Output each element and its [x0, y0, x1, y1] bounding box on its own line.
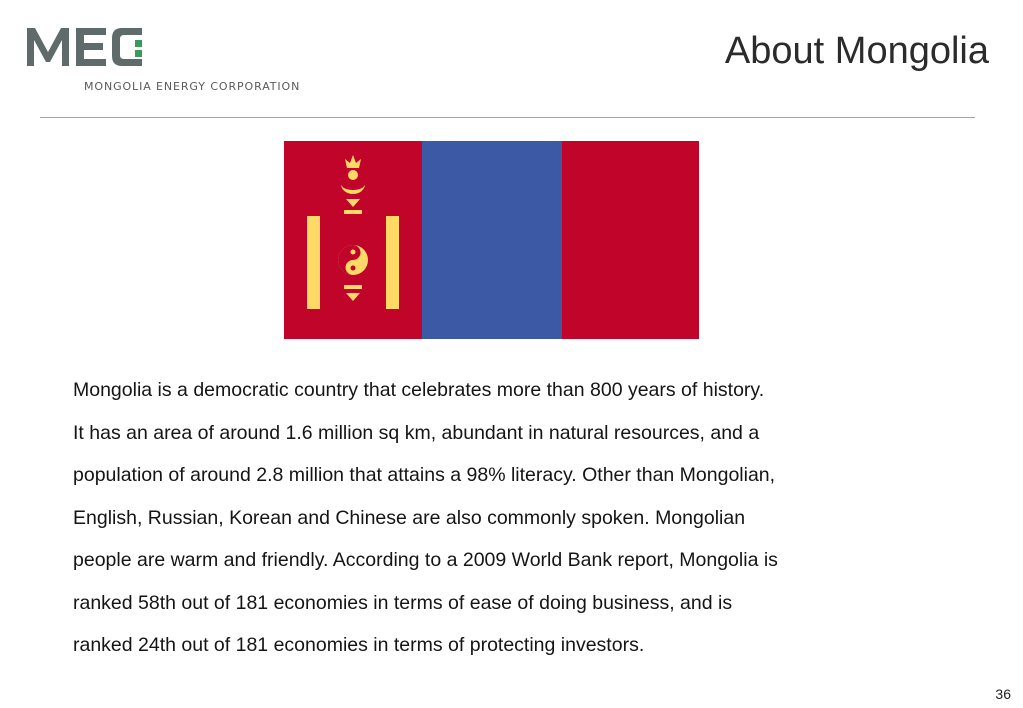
paragraph-line: English, Russian, Korean and Chinese are also commonly spoken. Mongolian: [73, 506, 746, 529]
paragraph-line: It has an area of around 1.6 million sq km, abundant in natural resources, and a: [73, 421, 760, 444]
page-number: 36: [995, 686, 1011, 702]
logo-green-dot-top: [135, 40, 142, 47]
logo-letter-m: [27, 28, 69, 66]
paragraph-line: people are warm and friendly. According to a 2009 World Bank report, Mongolia is: [73, 549, 778, 571]
header-divider: [40, 117, 975, 118]
logo-subtitle: MONGOLIA ENERGY CORPORATION: [84, 80, 301, 93]
about-mongolia-paragraph: [73, 369, 973, 667]
company-logo: [24, 22, 324, 96]
logo-green-dot-bottom: [135, 50, 142, 57]
logo-letter-e: [76, 28, 106, 66]
paragraph-line: ranked 24th out of 181 economies in terms of protecting investors.: [73, 634, 645, 656]
paragraph-line: Mongolia is a democratic country that celebrates more than 800 years of history.: [73, 379, 765, 401]
flag-right-red-band: [562, 141, 699, 339]
paragraph-line: population of around 2.8 million that attains a 98% literacy. Other than Mongolian,: [73, 464, 776, 486]
page-title: About Mongolia: [724, 30, 989, 72]
flag-center-blue-band: [422, 141, 562, 339]
mongolia-flag-image: [284, 141, 699, 339]
mec-logo-mark: [24, 22, 149, 70]
paragraph-line: ranked 58th out of 181 economies in terms of ease of doing business, and is: [73, 591, 733, 614]
